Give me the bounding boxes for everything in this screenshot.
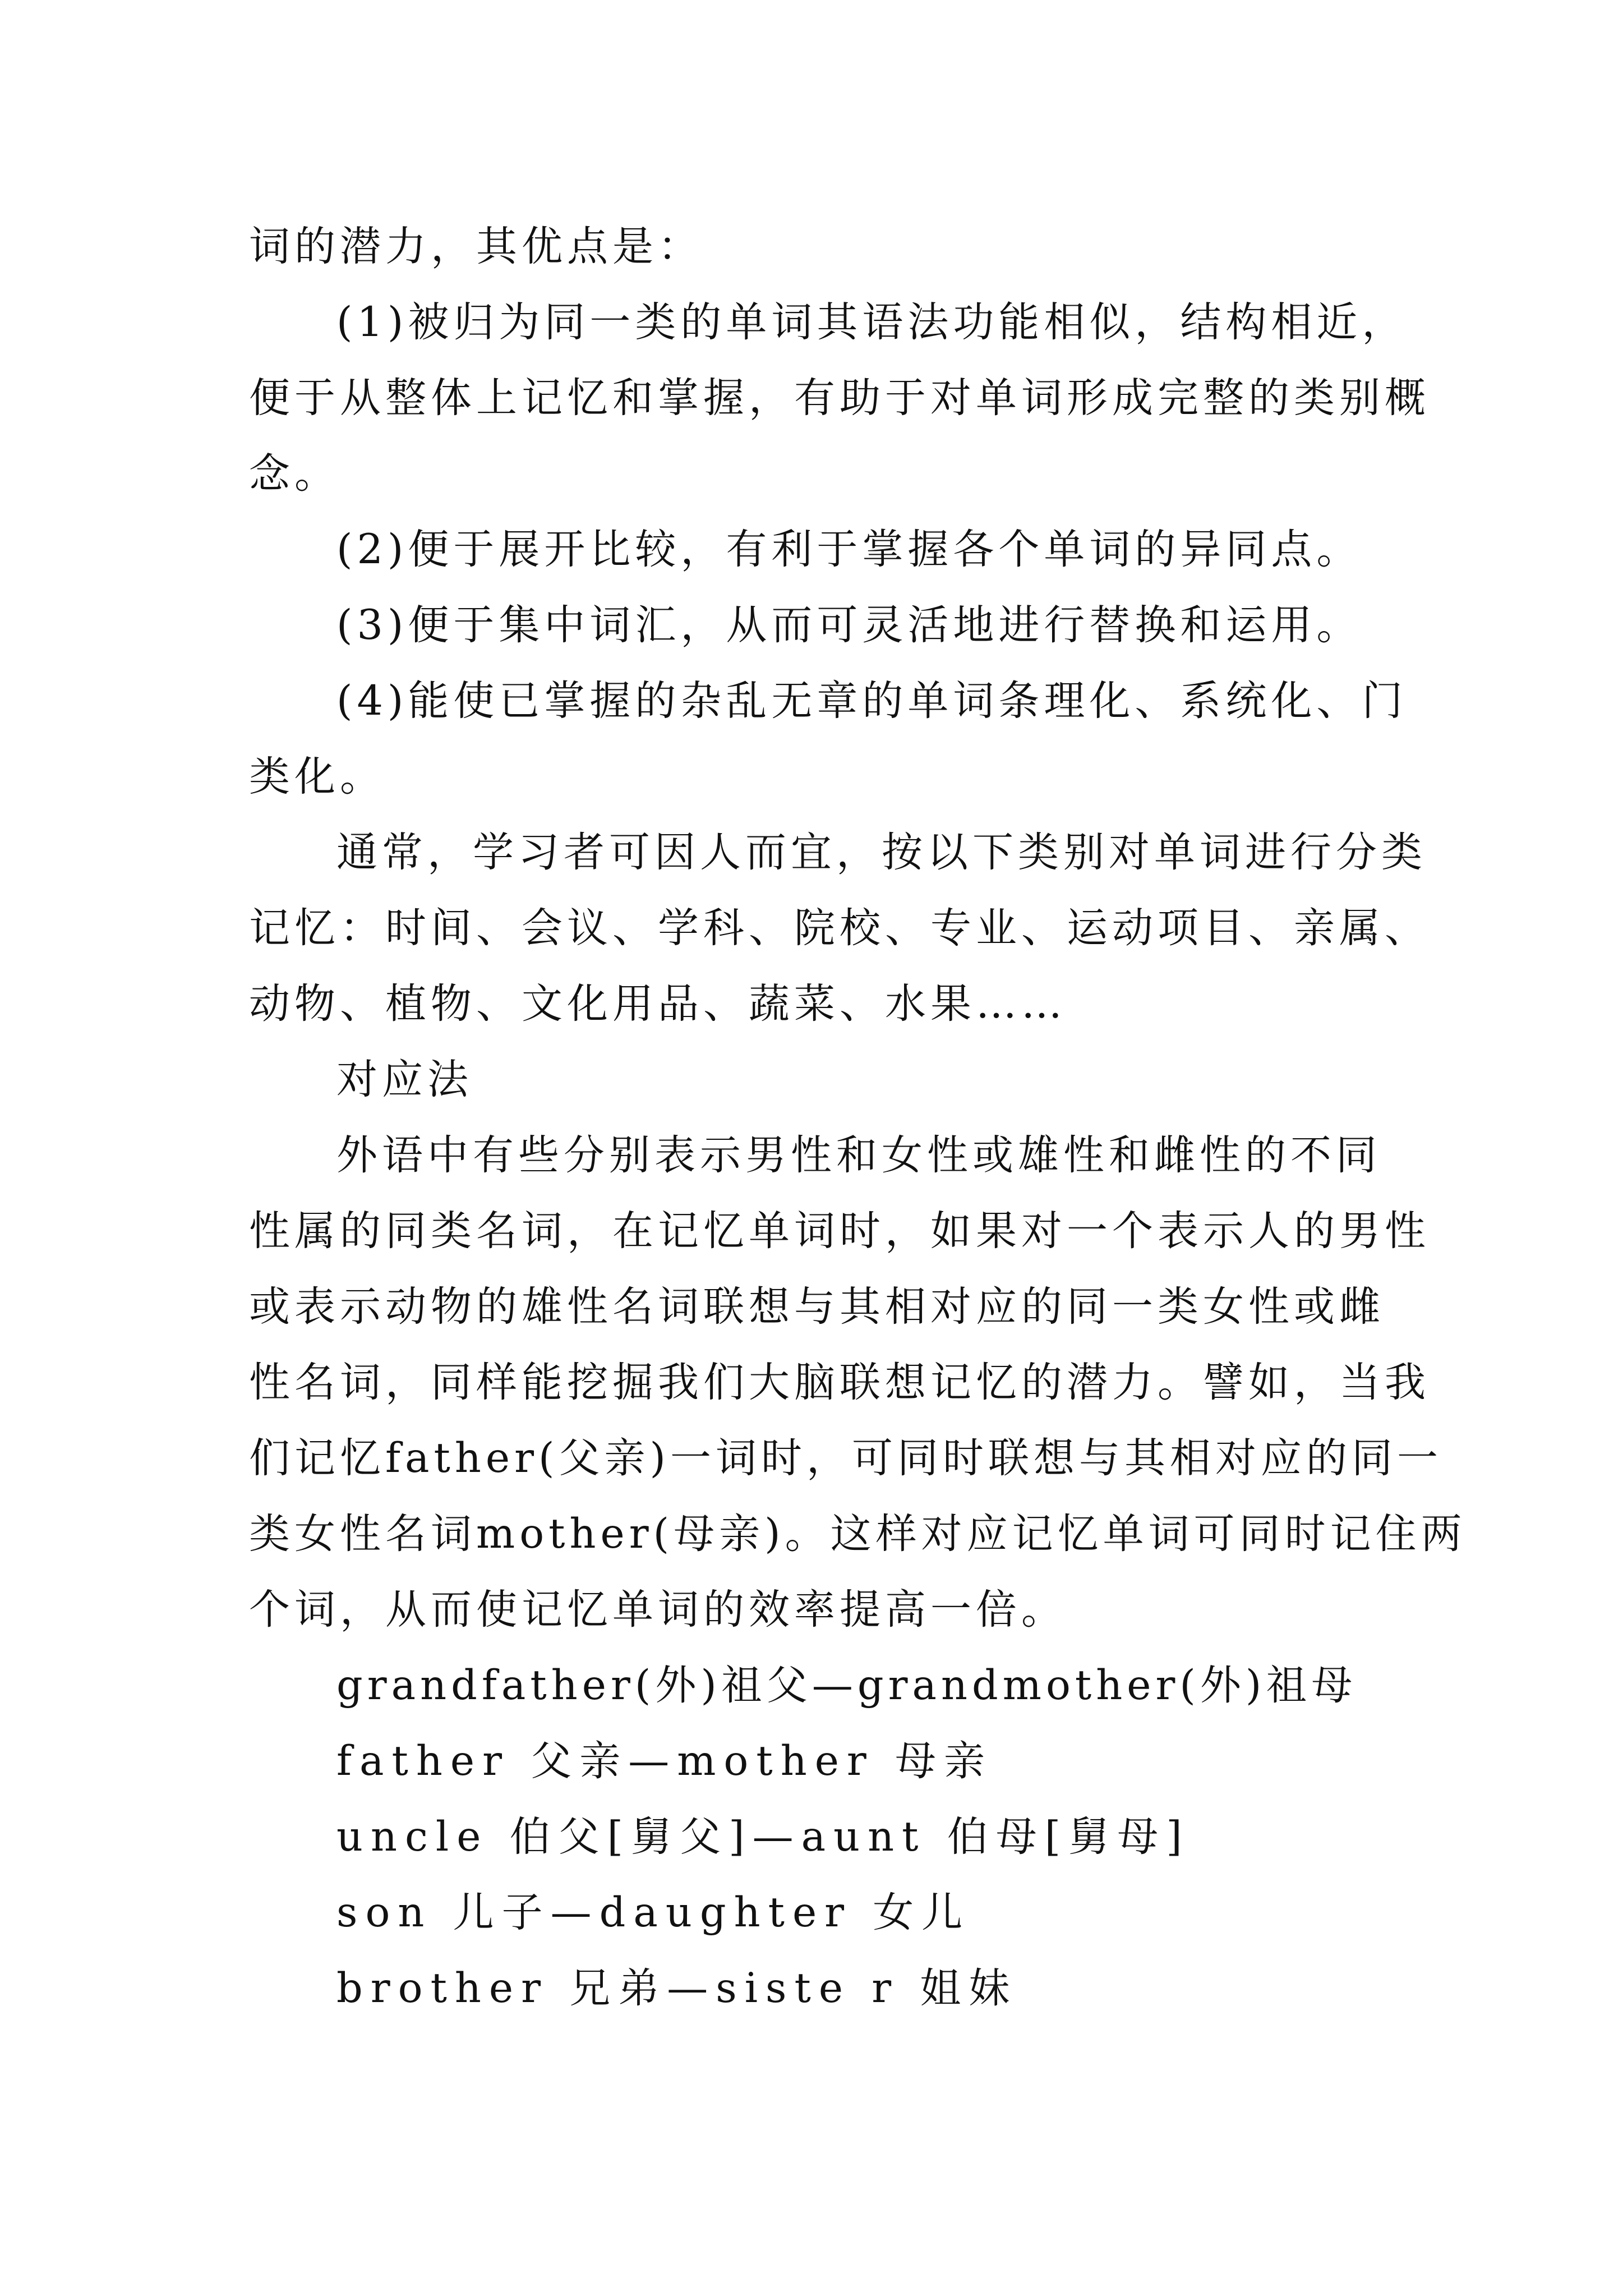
text-line-1: 词的潜力，其优点是： [249,223,703,270]
text-line-2: (1)被归为同一类的单词其语法功能相似，结构相近， [336,298,1408,346]
text-line-8: 类化。 [249,753,385,800]
text-line-11: 动物、植物、文化用品、蔬菜、水果…… [249,980,1067,1028]
word-pair-3: uncle 伯父[舅父]—aunt 伯母[舅母] [336,1813,1190,1861]
section-heading: 对应法 [336,1056,473,1103]
text-line-7: (4)能使已掌握的杂乱无章的单词条理化、系统化、门 [336,677,1408,725]
text-line-4: 念。 [249,450,340,498]
text-line-16: 性名词，同样能挖掘我们大脑联想记忆的潜力。譬如，当我 [249,1359,1430,1406]
text-line-3: 便于从整体上记忆和掌握，有助于对单词形成完整的类别概 [249,374,1430,422]
word-pair-2: father 父亲—mother 母亲 [336,1737,993,1785]
text-line-18: 类女性名词mother(母亲)。这样对应记忆单词可同时记住两 [249,1510,1467,1558]
word-pair-4: son 儿子—daughter 女儿 [336,1889,971,1936]
text-line-5: (2)便于展开比较，有利于掌握各个单词的异同点。 [336,526,1362,573]
text-line-9: 通常，学习者可因人而宜，按以下类别对单词进行分类 [336,829,1427,876]
text-line-17: 们记忆father(父亲)一词时，可同时联想与其相对应的同一 [249,1434,1442,1482]
word-pair-1: grandfather(外)祖父—grandmother(外)祖母 [336,1662,1357,1709]
word-pair-5: brother 兄弟—siste r 姐妹 [336,1964,1018,2012]
text-line-14: 性属的同类名词，在记忆单词时，如果对一个表示人的男性 [249,1207,1430,1255]
text-line-10: 记忆：时间、会议、学科、院校、专业、运动项目、亲属、 [249,904,1430,952]
text-line-19: 个词，从而使记忆单词的效率提高一倍。 [249,1586,1067,1634]
text-line-13: 外语中有些分别表示男性和女性或雄性和雌性的不同 [336,1131,1381,1179]
text-line-6: (3)便于集中词汇，从而可灵活地进行替换和运用。 [336,601,1362,649]
text-line-15: 或表示动物的雄性名词联想与其相对应的同一类女性或雌 [249,1283,1385,1331]
